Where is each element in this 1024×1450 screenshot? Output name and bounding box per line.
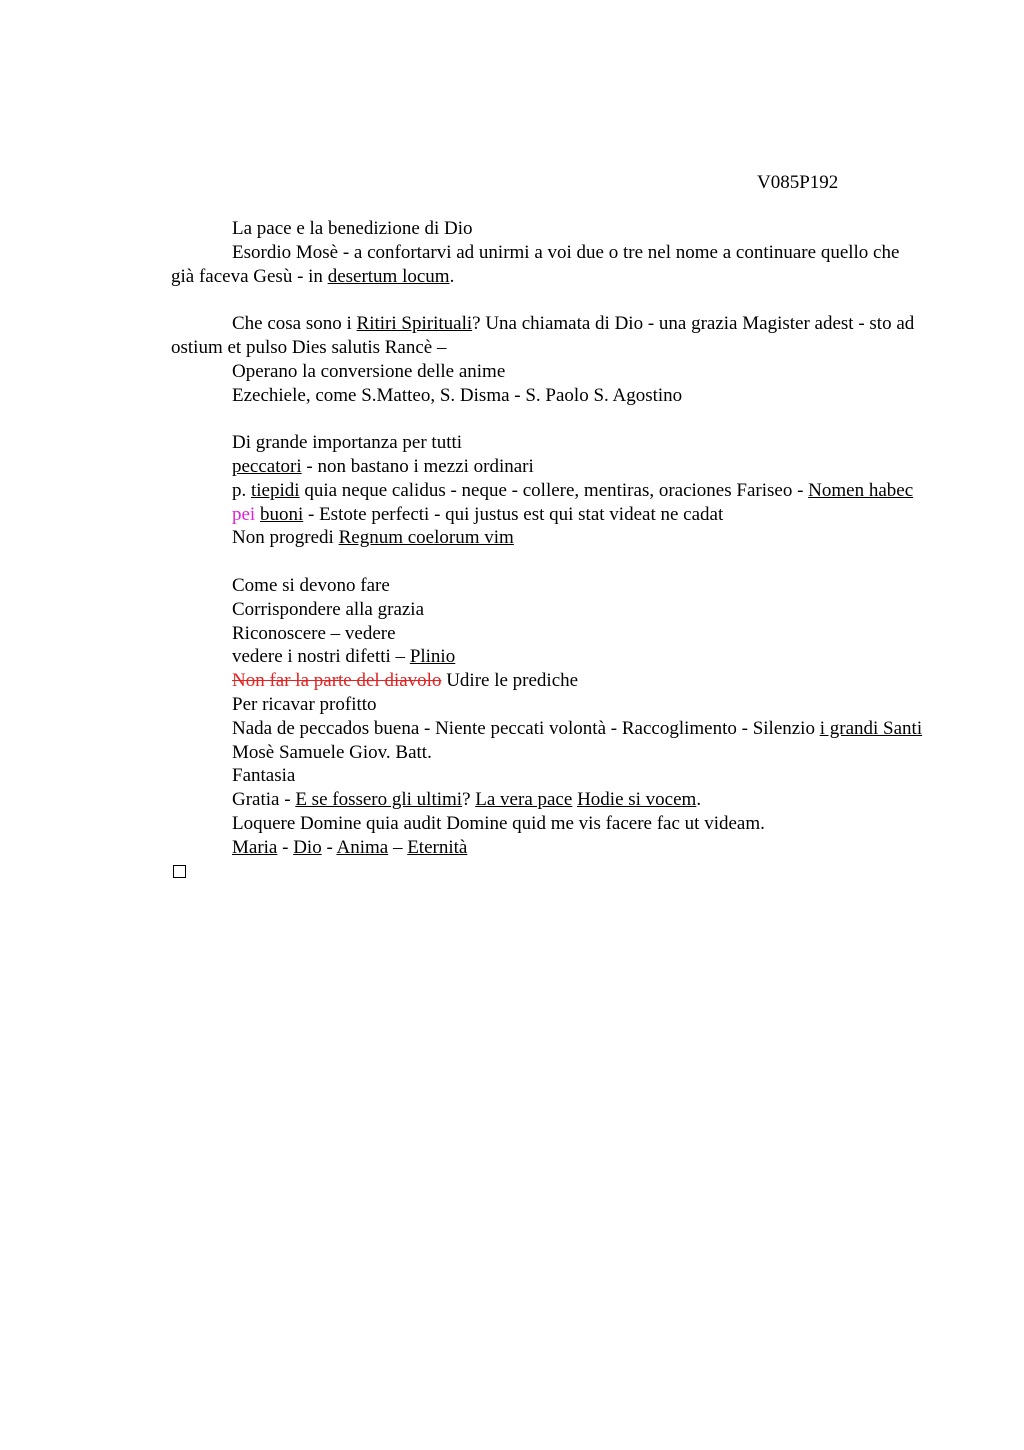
line-14: vedere i nostri difetti – Plinio [232,646,456,668]
blank-line [171,550,925,574]
underlined-text: i grandi Santi [819,717,923,739]
line-9: pei buoni - Estote perfecti - qui justus est qui stat videat ne cadat [232,503,724,525]
document-body [171,217,925,878]
document-id: V085P192 [757,172,839,193]
line-20: Loquere Domine quia audit Domine quid me vis facere fac ut videam. [232,812,765,834]
line-4: Operano la conversione delle anime [232,360,506,382]
line-19: Gratia - E se fossero gli ultimi? La vera pace Hodie si vocem. [232,789,702,811]
underlined-text: buoni [259,503,304,525]
underlined-text: tiepidi [251,479,300,501]
checkbox-square-icon [173,865,186,878]
underlined-text: peccatori [232,455,302,477]
underlined-text: Regnum coelorum vim [338,527,514,549]
line-21: Maria - Dio - Anima – Eternità [232,836,468,858]
underlined-text: Ritiri Spirituali [356,313,473,335]
underlined-text: Maria [232,836,278,858]
underlined-text: desertum locum [327,265,450,287]
line-18: Fantasia [232,765,296,787]
line-10: Non progredi Regnum coelorum vim [232,527,514,549]
blank-line [171,407,925,431]
line-3: Che cosa sono i Ritiri Spirituali? Una chiamata di Dio - una grazia Magister adest - sto ad ostium et pulso Dies salutis Rancè – [171,313,915,358]
underlined-text: Hodie si vocem [577,789,697,811]
underlined-text: Eternità [407,836,468,858]
line-6: Di grande importanza per tutti [232,432,463,454]
underlined-text: Dio [293,836,322,858]
line-2: Esordio Mosè - a confortarvi ad unirmi a voi due o tre nel nome a continuare quello che già faceva Gesù - in desertum locum. [171,241,900,287]
underlined-text: La vera pace [475,789,573,811]
highlighted-text: pei [232,503,256,525]
underlined-text: Nomen habec [808,479,914,501]
line-8: p. tiepidi quia neque calidus - neque - collere, mentiras, oraciones Fariseo - Nomen habec [232,479,914,501]
underlined-text: Plinio [409,646,456,668]
line-1: La pace e la benedizione di Dio [232,218,473,239]
underlined-text: Anima [336,836,389,858]
line-7: peccatori - non bastano i mezzi ordinari [232,455,534,477]
line-15: Non far la parte del diavolo Udire le prediche [232,670,579,692]
line-12: Corrispondere alla grazia [232,598,425,620]
line-13: Riconoscere – vedere [232,622,396,644]
line-16: Per ricavar profitto [232,693,377,715]
line-11: Come si devono fare [232,574,390,596]
blank-line [171,288,925,312]
line-5: Ezechiele, come S.Matteo, S. Disma - S. Paolo S. Agostino [232,384,683,406]
struck-through-text: Non far la parte del diavolo [232,670,442,692]
underlined-text: E se fossero gli ultimi [295,789,463,811]
line-17: Nada de peccados buena - Niente peccati volontà - Raccoglimento - Silenzio i grandi Santi Mosè Samuele Giov. Batt. [232,717,923,763]
